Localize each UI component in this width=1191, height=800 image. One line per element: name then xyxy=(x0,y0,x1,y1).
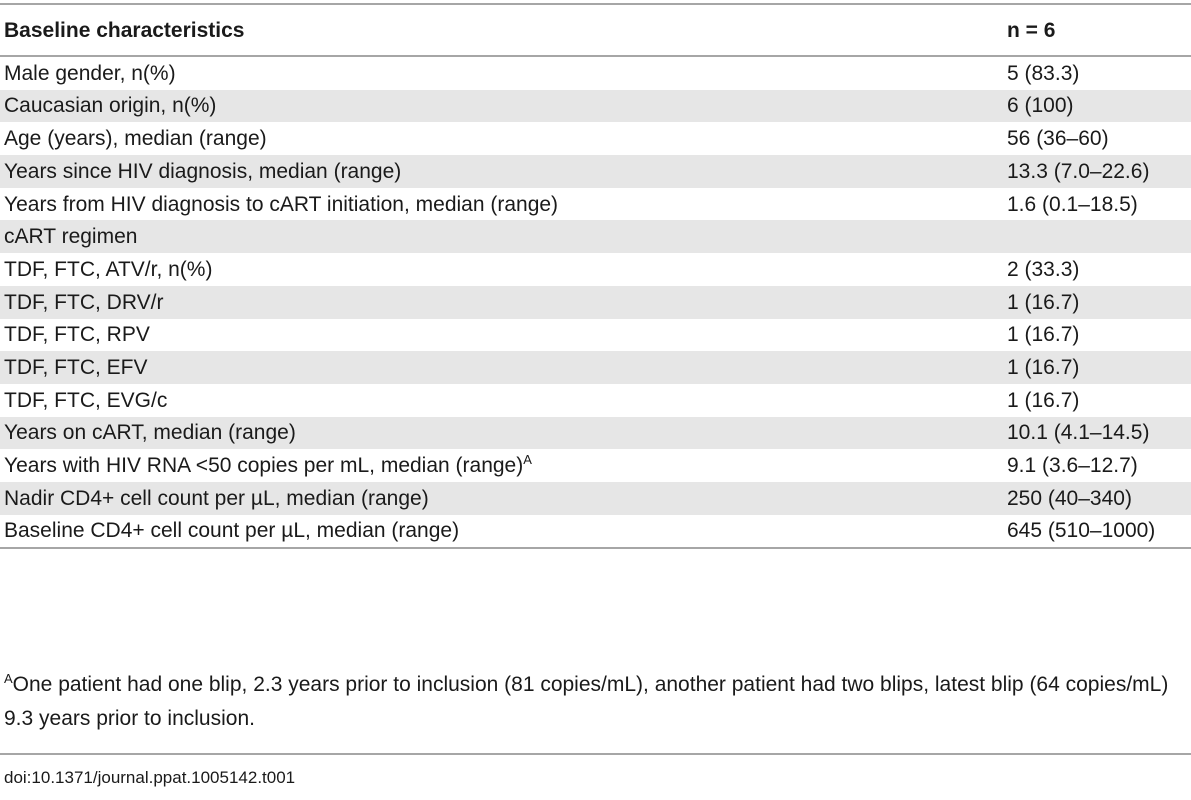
row-label: Years on cART, median (range) xyxy=(0,417,1003,450)
table-row xyxy=(0,253,1191,286)
table-row xyxy=(0,351,1191,384)
table-row xyxy=(0,482,1191,515)
row-label: TDF, FTC, RPV xyxy=(0,319,1003,352)
row-value xyxy=(1003,220,1191,253)
table-row xyxy=(0,90,1191,123)
row-label: Nadir CD4+ cell count per µL, median (range) xyxy=(0,482,1003,515)
row-value: 10.1 (4.1–14.5) xyxy=(1003,417,1191,450)
row-value: 6 (100) xyxy=(1003,90,1191,123)
footnote-text: One patient had one blip, 2.3 years prior to inclusion (81 copies/mL), another patient had two blips, latest blip (64 copies/mL) 9.3 years prior to inclusion. xyxy=(4,673,1169,730)
row-value: 250 (40–340) xyxy=(1003,482,1191,515)
table-row xyxy=(0,122,1191,155)
footnote-ref-marker: A xyxy=(523,452,532,468)
row-label: Caucasian origin, n(%) xyxy=(0,90,1003,123)
footnote-marker: A xyxy=(4,671,13,686)
row-label: Years with HIV RNA <50 copies per mL, median (range) xyxy=(4,454,524,478)
row-label: TDF, FTC, DRV/r xyxy=(0,286,1003,319)
row-value: 1 (16.7) xyxy=(1003,319,1191,352)
top-rule xyxy=(0,3,1191,5)
table-row xyxy=(0,449,1191,482)
row-label-cell xyxy=(0,449,1003,482)
row-label: TDF, FTC, EVG/c xyxy=(0,384,1003,417)
table-row xyxy=(0,515,1191,549)
baseline-table xyxy=(0,7,1191,549)
row-label: Years from HIV diagnosis to cART initiation, median (range) xyxy=(0,188,1003,221)
row-value: 1.6 (0.1–18.5) xyxy=(1003,188,1191,221)
row-label: cART regimen xyxy=(0,220,1003,253)
table-row xyxy=(0,56,1191,90)
table-footnote xyxy=(4,668,1184,736)
row-value: 13.3 (7.0–22.6) xyxy=(1003,155,1191,188)
table-row xyxy=(0,220,1191,253)
doi-label: doi:10.1371/journal.ppat.1005142.t001 xyxy=(4,768,296,787)
row-label: Baseline CD4+ cell count per µL, median (range) xyxy=(0,515,1003,549)
row-value: 1 (16.7) xyxy=(1003,286,1191,319)
header-value: n = 6 xyxy=(1003,7,1191,56)
row-value: 1 (16.7) xyxy=(1003,384,1191,417)
table-row xyxy=(0,286,1191,319)
bottom-rule xyxy=(0,753,1191,755)
table-row xyxy=(0,417,1191,450)
row-value: 9.1 (3.6–12.7) xyxy=(1003,449,1191,482)
row-label: Years since HIV diagnosis, median (range) xyxy=(0,155,1003,188)
row-value: 1 (16.7) xyxy=(1003,351,1191,384)
table-row xyxy=(0,384,1191,417)
row-label: TDF, FTC, ATV/r, n(%) xyxy=(0,253,1003,286)
table-row xyxy=(0,319,1191,352)
row-value: 5 (83.3) xyxy=(1003,56,1191,90)
row-value: 2 (33.3) xyxy=(1003,253,1191,286)
row-label: Male gender, n(%) xyxy=(0,56,1003,90)
row-value: 56 (36–60) xyxy=(1003,122,1191,155)
row-value: 645 (510–1000) xyxy=(1003,515,1191,549)
row-label: Age (years), median (range) xyxy=(0,122,1003,155)
table-row xyxy=(0,188,1191,221)
header-row xyxy=(0,7,1191,56)
table-row xyxy=(0,155,1191,188)
row-label: TDF, FTC, EFV xyxy=(0,351,1003,384)
header-label: Baseline characteristics xyxy=(0,7,1003,56)
